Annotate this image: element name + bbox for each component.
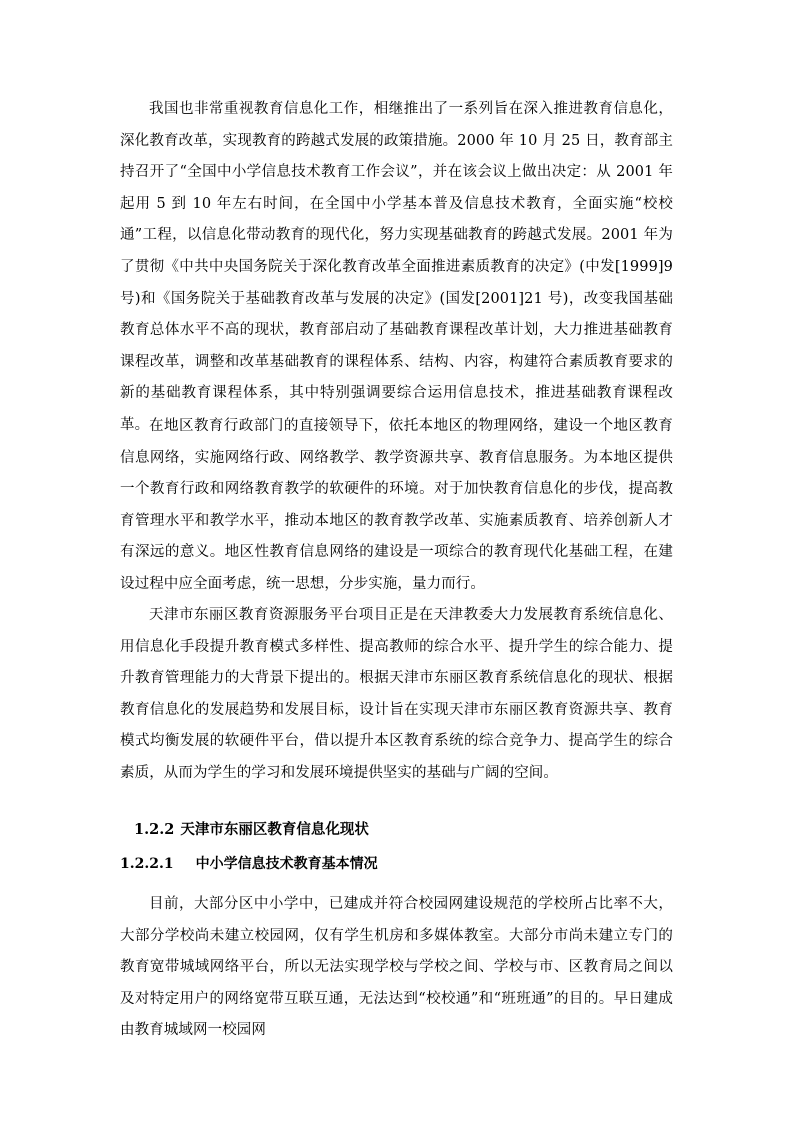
subsection-title: 中小学信息技术教育基本情况 bbox=[195, 856, 378, 872]
paragraph-current-status: 目前，大部分区中小学中，已建成并符合校园网建设规范的学校所占比率不大，大部分学校尚未建立校园网，仅有学生机房和多媒体教室。大部分市尚未建立专门的教育宽带城域网络平台，所以无法实现学校与学校之间、学校与市、区教育局之间以及对特定用户的网络宽带互联互通，无法达到“校校通”和“班班通”的目的。早日建成由教育城域网一校园网 bbox=[120, 896, 673, 1039]
subsection-heading bbox=[120, 853, 378, 873]
subsection-number: 1.2.2.1 bbox=[120, 856, 174, 872]
paragraph-policy-background: 我国也非常重视教育信息化工作，相继推出了一系列旨在深入推进教育信息化，深化教育改革，实现教育的跨越式发展的政策措施。2000 年 10 月 25 日，教育部主持召开了“全国中小学信息技术教育工作会议”，并在该会议上做出决定：从 2001 年起用 5 到 10 年左右时间，在全国中小学基本普及信息技术教育，全面实施“校校通”工程，以信息化带动教育的现代化，努力实现基础教育的跨越式发展。2001 年为了贯彻《中共中央国务院关于深化教育改革全面推进素质教育的决定》(中发[1999]9 号)和《国务院关于基础教育改革与发展的决定》(国发[2001]21 号)，改变我国基础教育总体水平不高的现状，教育部启动了基础教育课程改革计划，大力推进基础教育课程改革，调整和改革基础教育的课程体系、结构、内容，构建符合素质教育要求的新的基础教育课程体系，其中特别强调要综合运用信息技术，推进基础教育课程改革。 bbox=[120, 101, 673, 433]
section-title: 天津市东丽区教育信息化现状 bbox=[180, 822, 369, 838]
section-heading bbox=[134, 818, 369, 839]
section-number: 1.2.2 bbox=[134, 821, 175, 838]
paragraph-dongli-platform: 天津市东丽区教育资源服务平台项目正是在天津教委大力发展教育系统信息化、用信息化手段提升教育模式多样性、提高教师的综合水平、提升学生的综合能力、提升教育管理能力的大背景下提出的。根据天津市东丽区教育系统信息化的现状、根据教育信息化的发展趋势和发展目标，设计旨在实现天津市东丽区教育资源共享、教育模式均衡发展的软硬件平台，借以提升本区教育系统的综合竞争力、提高学生的综合素质，从而为学生的学习和发展环境提供坚实的基础与广阔的空间。 bbox=[120, 607, 673, 781]
paragraph-regional-network: 在地区教育行政部门的直接领导下，依托本地区的物理网络，建设一个地区教育信息网络，实施网络行政、网络教学、教学资源共享、教育信息服务。为本地区提供一个教育行政和网络教育教学的软硬件的环境。对于加快教育信息化的步伐，提高教育管理水平和教学水平，推动本地区的教育教学改革、实施素质教育、培养创新人才有深远的意义。地区性教育信息网络的建设是一项综合的教育现代化基础工程，在建设过程中应全面考虑，统一思想，分步实施，量力而行。 bbox=[120, 418, 673, 592]
